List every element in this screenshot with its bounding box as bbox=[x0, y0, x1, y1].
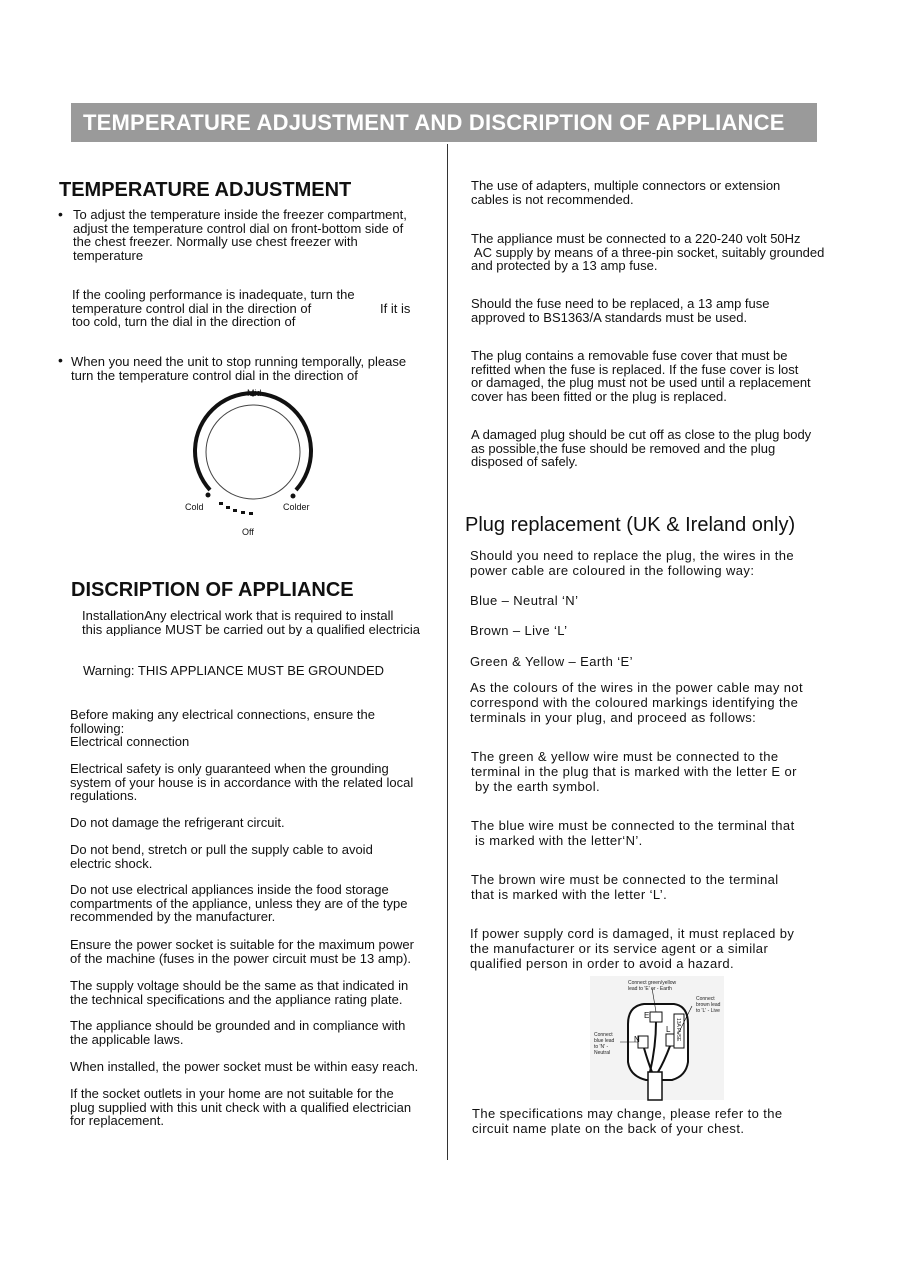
dial-off-label: Off bbox=[242, 527, 254, 537]
banner-title: TEMPERATURE ADJUSTMENT AND DISCRIPTION OF APPLIANCE bbox=[83, 110, 785, 135]
adapters-paragraph: The use of adapters, multiple connectors or extension cables is not recommended. bbox=[471, 178, 781, 207]
live-label-2: brown lead bbox=[696, 1002, 721, 1008]
colours-paragraph: As the colours of the wires in the power cable may not correspond with the coloured markings identifying the terminals in your plug, and proceed as follows: bbox=[470, 680, 804, 725]
green-wire-paragraph: The green & yellow wire must be connected to the terminal in the plug that is marked with the letter E or by the earth symbol. bbox=[471, 749, 797, 794]
section-banner bbox=[71, 103, 817, 142]
supply-voltage-paragraph: The supply voltage should be the same as that indicated in the technical specifications and the appliance rating plate. bbox=[70, 978, 409, 1007]
cooling-if-text: If it is bbox=[380, 301, 411, 316]
specifications-paragraph: The specifications may change, please refer to the circuit name plate on the back of your chest. bbox=[472, 1106, 783, 1136]
neutral-letter: N bbox=[634, 1035, 640, 1044]
live-letter: L bbox=[666, 1025, 671, 1034]
neutral-label-4: Neutral bbox=[594, 1050, 611, 1056]
easy-reach-text: When installed, the power socket must be within easy reach. bbox=[70, 1059, 419, 1074]
fuse-cover-paragraph: The plug contains a removable fuse cover that must be refitted when the fuse is replaced. If the fuse cover is lost or damaged, the plug must not be used until a replacement cover has been fitted or the plug is replaced. bbox=[471, 348, 811, 404]
dial-colder-label: Colder bbox=[283, 502, 310, 512]
installation-paragraph: InstallationAny electrical work that is required to install this appliance MUST be carried out by a qualified electricia bbox=[82, 609, 420, 637]
socket-outlets-paragraph: If the socket outlets in your home are not suitable for the plug supplied with this unit check with a qualified electrician for replacement. bbox=[70, 1086, 412, 1129]
neutral-label-3: to 'N' - bbox=[594, 1044, 609, 1050]
damaged-cord-paragraph: If power supply cord is damaged, it must replaced by the manufacturer or its service agent or a similar qualified person in order to avoid a hazard. bbox=[470, 926, 795, 971]
bullet-stop-paragraph: When you need the unit to stop running temporally, please turn the temperature control dial in the direction of bbox=[71, 354, 407, 383]
grounded-paragraph: The appliance should be grounded and in compliance with the applicable laws. bbox=[70, 1018, 406, 1047]
dial-mid-label: Mid bbox=[247, 388, 262, 398]
fuse-label: 13A FUSE bbox=[675, 1018, 681, 1042]
green-earth-text: Green & Yellow – Earth ‘E’ bbox=[470, 654, 633, 669]
wires-intro-paragraph: Should you need to replace the plug, the wires in the power cable are coloured in the following way: bbox=[470, 548, 795, 578]
earth-terminal bbox=[650, 1012, 662, 1022]
live-label-3: to 'L' - Live bbox=[696, 1008, 720, 1014]
discription-heading: DISCRIPTION OF APPLIANCE bbox=[71, 579, 354, 601]
brown-wire-paragraph: The brown wire must be connected to the terminal that is marked with the letter ‘L’. bbox=[471, 872, 779, 902]
power-cable bbox=[648, 1072, 662, 1100]
safety-paragraph: Electrical safety is only guaranteed when the grounding system of your house is in accordance with the related local regulations. bbox=[70, 761, 414, 804]
neutral-label-2: blue lead bbox=[594, 1038, 615, 1044]
plug-wiring-diagram bbox=[590, 976, 750, 1102]
storage-paragraph: Do not use electrical appliances inside the food storage compartments of the appliance, unless they are of the type recommended by the manufacturer. bbox=[70, 882, 408, 925]
before-connections-paragraph: Before making any electrical connections, ensure the following: Electrical connection bbox=[70, 707, 375, 750]
damaged-plug-paragraph: A damaged plug should be cut off as close to the plug body as possible,the fuse should be removed and the plug disposed of safely. bbox=[471, 427, 812, 470]
temperature-dial-diagram bbox=[175, 385, 330, 540]
dial-cold-label: Cold bbox=[185, 502, 204, 512]
temperature-adjustment-heading: TEMPERATURE ADJUSTMENT bbox=[59, 179, 352, 201]
blue-neutral-text: Blue – Neutral ‘N’ bbox=[470, 593, 579, 608]
bullet-temperature-paragraph: To adjust the temperature inside the freezer compartment, adjust the temperature control dial on front-bottom side of the chest freezer. Normally use chest freezer with temperature bbox=[73, 207, 407, 263]
earth-letter: E bbox=[644, 1011, 650, 1020]
bullet-dot: • bbox=[58, 352, 63, 368]
live-label-1: Connect bbox=[696, 996, 715, 1002]
column-divider bbox=[447, 144, 448, 1160]
refrigerant-text: Do not damage the refrigerant circuit. bbox=[70, 815, 285, 830]
dial-colder-marker bbox=[291, 494, 296, 499]
fuse-paragraph: Should the fuse need to be replaced, a 13 amp fuse approved to BS1363/A standards must be used. bbox=[471, 296, 770, 325]
dial-off-dashes bbox=[219, 502, 253, 515]
earth-label-1: Connect green/yellow bbox=[628, 980, 677, 986]
dial-inner-circle bbox=[206, 405, 300, 499]
brown-live-text: Brown – Live ‘L’ bbox=[470, 623, 568, 638]
cooling-paragraph: If the cooling performance is inadequate, turn the temperature control dial in the direction of too cold, turn the dial in the direction of bbox=[72, 287, 355, 330]
dial-cold-marker bbox=[206, 493, 211, 498]
blue-wire-paragraph: The blue wire must be connected to the terminal that is marked with the letter‘N’. bbox=[471, 818, 795, 848]
bend-cable-paragraph: Do not bend, stretch or pull the supply cable to avoid electric shock. bbox=[70, 842, 373, 871]
neutral-label-1: Connect bbox=[594, 1032, 613, 1038]
bullet-dot: • bbox=[58, 206, 63, 222]
live-terminal bbox=[666, 1034, 674, 1046]
power-socket-paragraph: Ensure the power socket is suitable for the maximum power of the machine (fuses in the power circuit must be 13 amp). bbox=[70, 937, 414, 966]
warning-text: Warning: THIS APPLIANCE MUST BE GROUNDED bbox=[83, 663, 384, 678]
supply-requirements-paragraph: The appliance must be connected to a 220-240 volt 50Hz AC supply by means of a three-pin socket, suitably grounded and protected by a 13 amp fuse. bbox=[471, 231, 825, 274]
earth-label-2: lead to 'E' or - Earth bbox=[628, 986, 672, 992]
plug-replacement-heading: Plug replacement (UK & Ireland only) bbox=[465, 514, 796, 536]
